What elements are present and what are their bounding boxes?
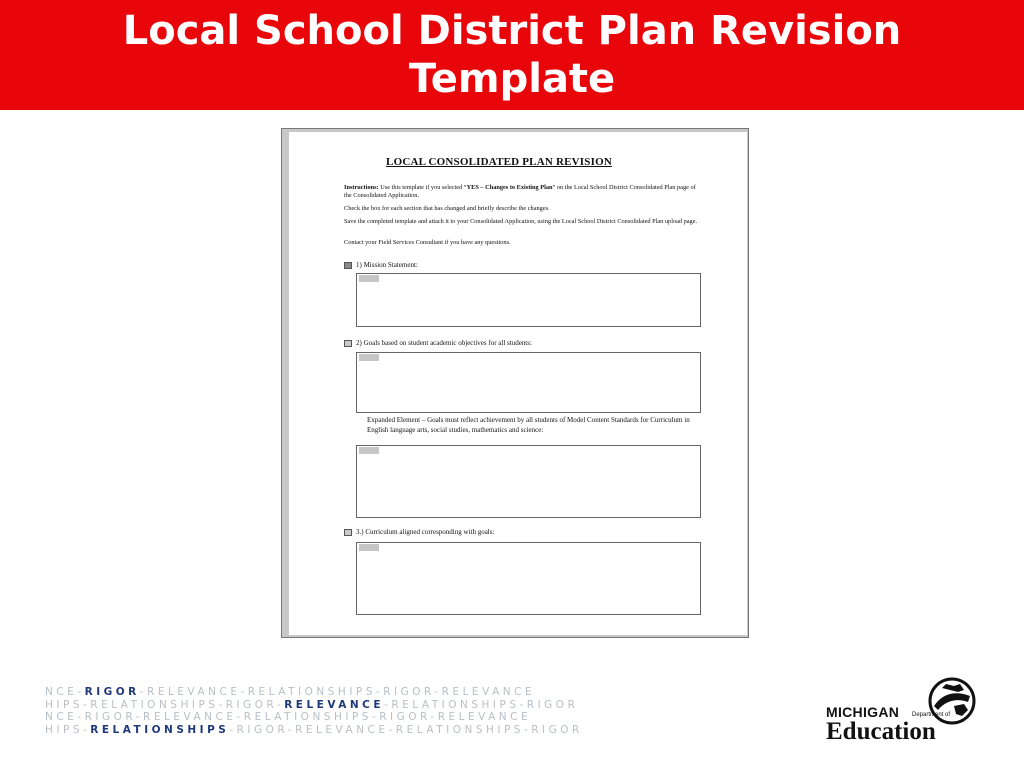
document-preview [281,128,749,638]
section-2-checkbox[interactable] [344,340,352,347]
tagline-emphasis: RIGOR [84,686,140,698]
section-2-text-field[interactable] [356,352,701,413]
form-field-marker [359,275,379,282]
instructions-text-before: Use this template if you selected “ [380,184,467,191]
expanded-element-text: Expanded Element – Goals must reflect achievement by all students of Model Content Standards for Curriculum in English language arts, social studies, mathematics and science: [367,416,690,434]
form-field-marker [359,447,379,454]
section-3-checkbox[interactable] [344,529,352,536]
logo-name: Education [826,718,936,745]
tagline-row [45,699,785,712]
expanded-element-text-field[interactable] [356,445,701,518]
title-banner [0,0,1024,110]
form-field-marker [359,354,379,361]
tagline [45,686,785,736]
logo-dept: Department of [912,712,951,718]
section-3-label: 3.) Curriculum aligned corresponding with goals: [356,528,495,536]
section-1-checkbox[interactable] [344,262,352,269]
tagline-row [45,724,785,737]
tagline-emphasis: RELATIONSHIPS [90,723,230,736]
instructions-text-after: ” on the Local School District Consolidated Plan page of the Consolidated Application. [344,184,696,199]
tagline-text: HIPS- [45,723,91,736]
section-2-label: 2) Goals based on student academic objectives for all students: [356,339,532,347]
tagline-row [45,711,785,724]
logo-state: MICHIGAN [826,704,900,720]
tagline-fade [700,684,790,738]
instructions-paragraph [344,184,704,200]
mde-logo [824,676,984,746]
tagline-text: -RIGOR-RELEVANCE-RELATIONSHIPS-RIGOR [229,723,583,736]
tagline-text: HIPS-RELATIONSHIPS-RIGOR- [45,698,285,711]
instructions-label: Instructions: [344,184,379,191]
save-instruction: Save the completed template and attach it to your Consolidated Application, using the Local School District Consolidated Plan upload page. [344,218,698,225]
slide-title: Local School District Plan Revision Template [122,8,902,102]
tagline-text: NCE- [45,686,85,698]
section-3-text-field[interactable] [356,542,701,615]
tagline-text: -RELEVANCE-RELATIONSHIPS-RIGOR-RELEVANCE [139,686,536,698]
tagline-text: NCE-RIGOR-RELEVANCE-RELATIONSHIPS-RIGOR-RELEVANCE [45,711,532,723]
tagline-row [45,686,785,699]
instructions-bold-option: YES – Changes to Existing Plan [466,184,553,191]
tagline-emphasis: RELEVANCE [284,698,385,711]
check-instruction: Check the box for each section that has changed and briefly describe the changes. [344,205,550,212]
tagline-text: -RELATIONSHIPS-RIGOR [384,698,579,711]
document-heading: LOCAL CONSOLIDATED PLAN REVISION [386,156,612,168]
contact-instruction: Contact your Field Services Consultant if you have any questions. [344,239,511,246]
document-page [289,132,747,635]
section-1-label: 1) Mission Statement: [356,261,418,269]
form-field-marker [359,544,379,551]
section-1-text-field[interactable] [356,273,701,327]
